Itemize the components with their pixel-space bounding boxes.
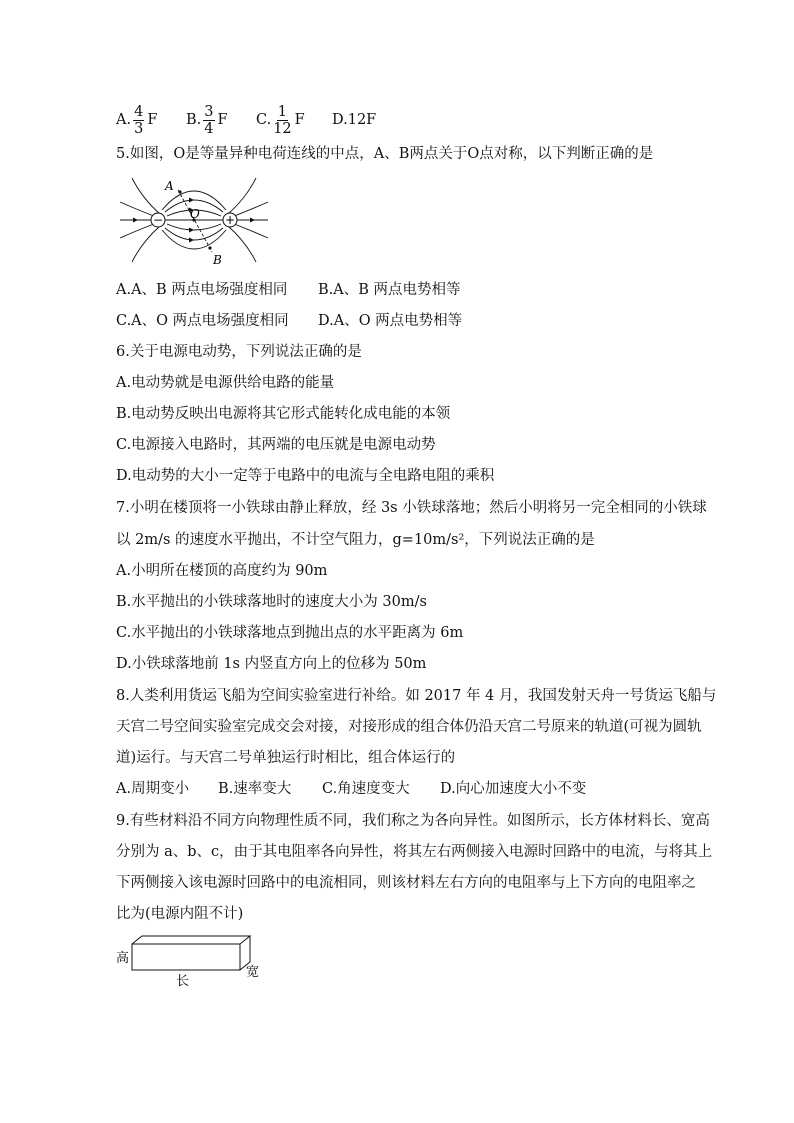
fraction [203,104,214,137]
fraction [273,104,291,137]
positive-charge-label: + [224,213,236,227]
q6-option-c: C.电源接入电路时，其两端的电压就是电源电动势 [116,437,436,453]
q4-option-c [256,100,305,140]
numerator: 1 [277,103,288,120]
denominator: 3 [134,120,144,137]
fraction [133,104,144,137]
field-lines-diagram [118,170,270,268]
q9-figure [114,928,264,992]
q5-option-b: B.A、B 两点电势相等 [318,282,461,298]
q5-figure [118,170,270,272]
q9-stem-line4: 比为(电源内阻不计) [116,906,244,922]
option-prefix: B. [186,112,202,128]
q6-option-b: B.电动势反映出电源将其它形式能转化成电能的本领 [116,406,451,422]
q9-stem-line3: 下两侧接入该电源时回路中的电流相同，则该材料左右方向的电阻率与上下方向的电阻率之 [116,875,696,891]
q9-stem-line1: 9.有些材料沿不同方向物理性质不同，我们称之为各向异性。如图所示，长方体材料长、宽高 [116,813,710,829]
q7-option-a: A.小明所在楼顶的高度约为 90m [116,563,328,579]
q6-option-a: A.电动势就是电源供给电路的能量 [116,375,335,391]
q6-option-d: D.电动势的大小一定等于电路中的电流与全电路电阻的乘积 [116,468,495,484]
q8-stem-line1: 8.人类利用货运飞船为空间实验室进行补给。如 2017 年 4 月，我国发射天舟一号货运飞船与 [116,688,717,704]
q5-option-a: A.A、B 两点电场强度相同 [116,282,288,298]
q7-option-d: D.小铁球落地前 1s 内竖直方向上的位移为 50m [116,656,427,672]
numerator: 3 [204,103,214,120]
point-b-label: B [213,253,222,267]
q8-option-d: D.向心加速度大小不变 [440,781,587,797]
numerator: 4 [134,103,144,120]
q9-stem-line2: 分别为 a、b、c，由于其电阻率各向异性，将其左右两侧接入电源时回路中的电流，与将其上 [116,844,713,860]
denominator: 12 [273,120,292,137]
unit: F [147,112,158,128]
q8-option-c: C.角速度变大 [322,781,410,797]
q4-option-a [116,100,157,140]
q8-stem-line2: 天宫二号空间实验室完成交会对接，对接形成的组合体仍沿天宫二号原来的轨道(可视为圆轨 [116,719,702,735]
q8-option-a: A.周期变小 [116,781,190,797]
point-a-label: A [165,179,174,193]
point-o-label: O [190,207,200,221]
q4-option-b [186,100,228,140]
q5-option-c: C.A、O 两点电场强度相同 [116,313,289,329]
q8-stem-line3: 道)运行。与天宫二号单独运行时相比，组合体运行的 [116,750,456,766]
q5-stem: 5.如图，O是等量异种电荷连线的中点，A、B两点关于O点对称，以下判断正确的是 [116,146,654,162]
cuboid-diagram [114,928,264,988]
q8-option-b: B.速率变大 [218,781,292,797]
q7-option-b: B.水平抛出的小铁球落地时的速度大小为 30m/s [116,594,427,610]
q4-option-d [332,100,376,140]
unit: F [217,112,228,128]
q5-option-d: D.A、O 两点电势相等 [318,313,463,329]
height-label: 高 [116,951,130,966]
option-prefix: C. [256,112,272,128]
negative-charge-label: − [152,213,164,227]
unit: F [294,112,305,128]
q7-stem-line2: 以 2m/s 的速度水平抛出，不计空气阻力，g=10m/s²，下列说法正确的是 [116,532,595,548]
q7-option-c: C.水平抛出的小铁球落地点到抛出点的水平距离为 6m [116,625,464,641]
length-label: 长 [176,974,190,988]
width-label: 宽 [246,965,260,980]
option-prefix: A. [116,112,132,128]
q7-stem-line1: 7.小明在楼顶将一小铁球由静止释放，经 3s 小铁球落地；然后小明将另一完全相同的小铁球 [116,500,707,516]
option-text: D.12F [332,112,377,128]
q6-stem: 6.关于电源电动势，下列说法正确的是 [116,344,362,360]
denominator: 4 [204,120,214,137]
